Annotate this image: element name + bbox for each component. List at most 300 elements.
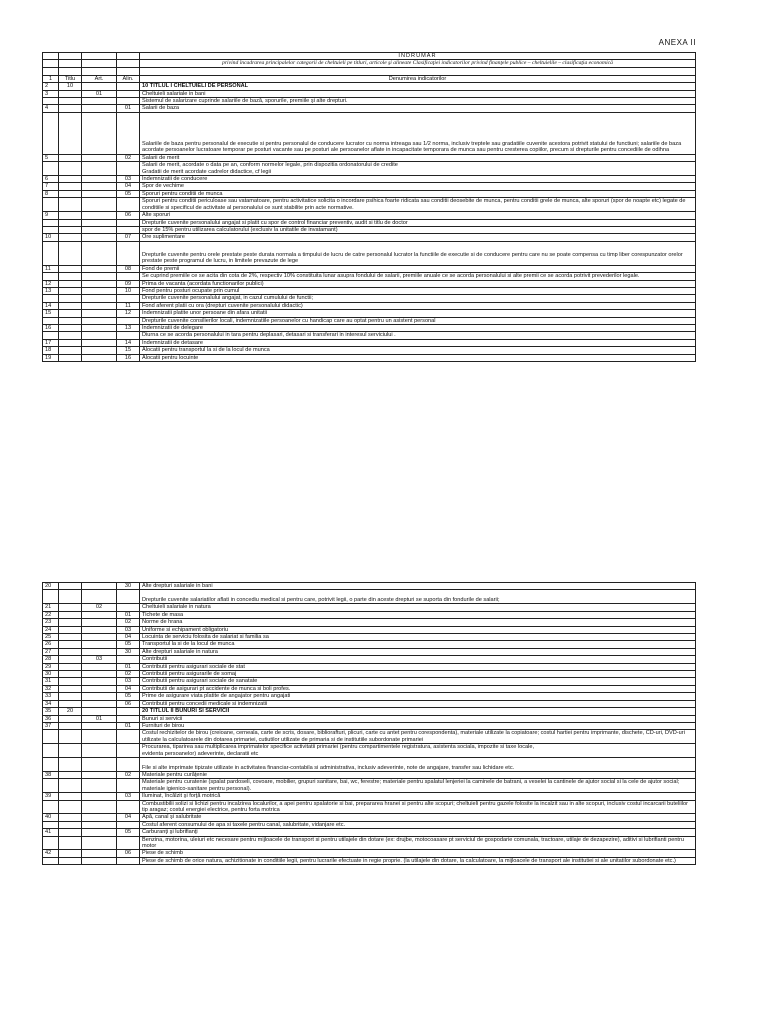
table-row (43, 641, 696, 648)
row-number (43, 241, 59, 265)
row-alineat: 02 (117, 671, 140, 678)
row-titlu (59, 287, 82, 294)
row-number: 30 (43, 671, 59, 678)
row-articol (82, 626, 117, 633)
row-denumire: Furnituri de birou (140, 722, 696, 729)
row-denumire: Tichete de masa (140, 611, 696, 618)
row-number (43, 98, 59, 105)
table-row (43, 332, 696, 339)
table-row (43, 354, 696, 361)
table-row (43, 693, 696, 700)
row-number: 6 (43, 176, 59, 183)
row-articol: 03 (82, 656, 117, 663)
row-denumire: Fond aferent platii cu ora (drepturi cuvenite personalului didactic) (140, 302, 696, 309)
row-titlu (59, 112, 82, 154)
row-articol (82, 648, 117, 655)
row-number: 13 (43, 287, 59, 294)
row-alineat: 02 (117, 619, 140, 626)
row-titlu (59, 685, 82, 692)
table-row (43, 162, 696, 176)
row-number: 12 (43, 280, 59, 287)
row-number (43, 590, 59, 604)
row-titlu (59, 105, 82, 112)
row-alineat: 03 (117, 793, 140, 800)
row-alineat: 10 (117, 287, 140, 294)
row-titlu (59, 715, 82, 722)
row-titlu (59, 162, 82, 176)
row-articol (82, 226, 117, 233)
row-number: 22 (43, 611, 59, 618)
row-articol (82, 183, 117, 190)
indicators-table-page-1 (42, 52, 696, 362)
row-denumire: Salariile de baza pentru personalul de executie si pentru personalul de conducere lucrator cu norma intreaga sau 1/2 norma, inclusiv treptele sau gradatiile cuvenite acestora potrivit statului de functiuni; salariile de baza acordate persoanelor lucratoare temporar pe posturi vacante sau pe posturi ale persoanelor aflate in incapacitate temporara de munca sau pentru cresterea copiilor, precum si drepturile pentru concediile de odihna (140, 112, 696, 154)
row-articol (82, 663, 117, 670)
row-number: 37 (43, 722, 59, 729)
row-denumire: Piese de schimb (140, 850, 696, 857)
row-alineat: 04 (117, 183, 140, 190)
row-articol (82, 347, 117, 354)
table-row (43, 226, 696, 233)
row-alineat: 14 (117, 339, 140, 346)
row-articol (82, 850, 117, 857)
row-number: 14 (43, 302, 59, 309)
row-alineat: 09 (117, 280, 140, 287)
row-alineat: 13 (117, 324, 140, 331)
row-denumire: 10 TITLUL I CHELTUIELI DE PERSONAL (140, 83, 696, 90)
row-denumire: Procurarea, tiparirea sau multiplicarea imprimatelor specifice activitatii primariei (pentru compartimentele registratura, asistenta sociala, impozite si taxe locale, evidenta persoanelor) adeverinte, declaratii etc (140, 744, 696, 758)
table-row (43, 800, 696, 814)
table-row (43, 287, 696, 294)
row-articol (82, 280, 117, 287)
row-alineat (117, 295, 140, 302)
row-denumire: Alte drepturi salariale in bani (140, 583, 696, 590)
row-titlu (59, 829, 82, 836)
row-denumire: Diurna ce se acorda personalului in tara pentru deplasari, detasari si transferari in interesul serviciului . (140, 332, 696, 339)
row-titlu (59, 310, 82, 317)
row-titlu (59, 648, 82, 655)
row-number: 26 (43, 641, 59, 648)
row-denumire: Prime de asigurare viata platite de angajator pentru angajati (140, 693, 696, 700)
table-row (43, 273, 696, 280)
row-titlu (59, 273, 82, 280)
row-articol (82, 678, 117, 685)
row-articol (82, 583, 117, 590)
row-denumire: Spor de vechime (140, 183, 696, 190)
row-denumire: Cheltuieli salariale in natura (140, 604, 696, 611)
row-titlu (59, 183, 82, 190)
row-number (43, 112, 59, 154)
row-titlu (59, 722, 82, 729)
table-row (43, 105, 696, 112)
row-titlu (59, 663, 82, 670)
table-row (43, 757, 696, 771)
row-articol (82, 287, 117, 294)
table-row (43, 730, 696, 744)
table-row (43, 154, 696, 161)
table-row (43, 708, 696, 715)
row-alineat (117, 708, 140, 715)
row-titlu (59, 814, 82, 821)
row-articol (82, 800, 117, 814)
row-articol (82, 176, 117, 183)
row-titlu (59, 671, 82, 678)
row-number: 41 (43, 829, 59, 836)
row-titlu (59, 641, 82, 648)
row-number: 42 (43, 850, 59, 857)
row-denumire: Alocatii pentru transportul la si de la locul de munca (140, 347, 696, 354)
row-denumire: Indemnizatii de detasare (140, 339, 696, 346)
row-titlu (59, 339, 82, 346)
row-denumire: Uniforme si echipament obligatoriu (140, 626, 696, 633)
row-denumire: Sistemul de salarizare cuprinde salariile de bază, sporurile, premiile şi alte drepturi. (140, 98, 696, 105)
table-row (43, 771, 696, 778)
row-alineat (117, 83, 140, 90)
row-articol: 02 (82, 604, 117, 611)
row-denumire: Contributii pentru asigurari sociale de sanatate (140, 678, 696, 685)
row-articol (82, 234, 117, 241)
row-denumire: Se cuprind premiile ce se acita din cota de 2%, respectiv 10% constituita lunar asupra fondului de salarii, premiile anuale ce se acorda personalului si alte premii ce se acorda potrivit prevederilor legale. (140, 273, 696, 280)
table-body-page-1 (43, 83, 696, 362)
row-articol (82, 190, 117, 197)
row-articol (82, 265, 117, 272)
row-titlu (59, 700, 82, 707)
row-articol (82, 771, 117, 778)
row-alineat: 02 (117, 154, 140, 161)
row-alineat: 01 (117, 611, 140, 618)
row-alineat (117, 800, 140, 814)
row-denumire: Locuinta de serviciu folosita de salariat si familia sa (140, 634, 696, 641)
row-denumire: spor de 15% pentru utilizarea calculatorului (exclusiv la unitatile de invatamant) (140, 226, 696, 233)
row-titlu (59, 821, 82, 828)
table-row (43, 744, 696, 758)
row-number (43, 295, 59, 302)
table-row (43, 302, 696, 309)
table-row (43, 821, 696, 828)
row-denumire: Sporuri pentru conditii de munca (140, 190, 696, 197)
row-alineat: 05 (117, 641, 140, 648)
row-alineat (117, 656, 140, 663)
row-number: 25 (43, 634, 59, 641)
document-title: INDRUMAR (140, 53, 696, 60)
row-alineat: 03 (117, 176, 140, 183)
row-number: 32 (43, 685, 59, 692)
row-alineat: 30 (117, 583, 140, 590)
row-titlu (59, 154, 82, 161)
row-articol (82, 317, 117, 324)
row-alineat: 04 (117, 685, 140, 692)
row-articol (82, 857, 117, 864)
table-row (43, 715, 696, 722)
row-alineat: 04 (117, 814, 140, 821)
row-alineat: 06 (117, 850, 140, 857)
table-row (43, 626, 696, 633)
row-titlu (59, 226, 82, 233)
row-alineat (117, 744, 140, 758)
row-number: 34 (43, 700, 59, 707)
row-titlu (59, 693, 82, 700)
row-number (43, 332, 59, 339)
header-title-row (43, 53, 696, 60)
row-number (43, 857, 59, 864)
table-row (43, 347, 696, 354)
row-denumire: Contributii pentru asigurari sociale de stat (140, 663, 696, 670)
row-alineat (117, 273, 140, 280)
row-number (43, 273, 59, 280)
row-titlu (59, 757, 82, 771)
table-row (43, 836, 696, 850)
row-denumire: Alocatii pentru locuinte (140, 354, 696, 361)
row-alineat (117, 332, 140, 339)
row-number: 36 (43, 715, 59, 722)
table-row (43, 590, 696, 604)
row-titlu (59, 656, 82, 663)
table-row (43, 611, 696, 618)
row-denumire: Costul rechizitelor de birou (creioane, cerneala, carte de scris, dosare, bibliorafturi, plicuri, carte cu antet pentru corespondenta), materiale utilizate la copiatoare; costul hartiei pentru imprimante, dischete, CD-uri, DVD-uri utilizate la calculatoarele din dotarea primariei, cutiutilor utilizate de primaria si de institutiile subordonate primariei (140, 730, 696, 744)
row-denumire: Carburanţi şi lubrifianţi (140, 829, 696, 836)
row-alineat (117, 779, 140, 793)
row-denumire: Indemnizatii de conducere (140, 176, 696, 183)
row-articol (82, 273, 117, 280)
row-titlu (59, 634, 82, 641)
row-titlu (59, 265, 82, 272)
row-denumire: Bunuri si servicii (140, 715, 696, 722)
row-denumire: Contributii de asigurari pt accidente de munca si boli profes. (140, 685, 696, 692)
table-row (43, 176, 696, 183)
row-titlu (59, 241, 82, 265)
table-row (43, 241, 696, 265)
row-articol (82, 154, 117, 161)
row-titlu (59, 678, 82, 685)
table-row (43, 198, 696, 212)
row-denumire: Contributii (140, 656, 696, 663)
row-number: 21 (43, 604, 59, 611)
table-row (43, 814, 696, 821)
row-denumire: Costul aferent consumului de apa si taxele pentru canal, salubritate, vidanjare etc. (140, 821, 696, 828)
row-titlu (59, 190, 82, 197)
row-alineat (117, 857, 140, 864)
row-titlu (59, 354, 82, 361)
row-number: 33 (43, 693, 59, 700)
table-row (43, 112, 696, 154)
row-number: 17 (43, 339, 59, 346)
row-alineat: 05 (117, 693, 140, 700)
row-number: 31 (43, 678, 59, 685)
table-row (43, 183, 696, 190)
row-articol (82, 829, 117, 836)
table-row (43, 324, 696, 331)
row-titlu (59, 98, 82, 105)
row-number (43, 730, 59, 744)
row-denumire: Sporuri pentru conditii periculoase sau vatamatoare, pentru activitatice solicita o incordare psihica foarte ridicata sau conditii deosebite de munca, pentru conditii grele de munca, alte sporuri (spor de noapte etc) legate de conditiile si specificul de activitate al personalului ce sunt stabilite prin acte normative. (140, 198, 696, 212)
table-row (43, 90, 696, 97)
row-articol (82, 590, 117, 604)
row-titlu (59, 317, 82, 324)
row-articol (82, 700, 117, 707)
row-alineat (117, 604, 140, 611)
row-number: 24 (43, 626, 59, 633)
row-alineat (117, 241, 140, 265)
table-row (43, 212, 696, 219)
row-titlu (59, 324, 82, 331)
row-titlu (59, 332, 82, 339)
row-alineat: 02 (117, 771, 140, 778)
row-articol (82, 98, 117, 105)
row-titlu (59, 850, 82, 857)
row-denumire: Drepturile cuvenite personalului angajat si platit cu spor de control financiar preventiv, audit si titlu de doctor (140, 219, 696, 226)
row-number: 15 (43, 310, 59, 317)
row-number (43, 162, 59, 176)
row-number: 28 (43, 656, 59, 663)
row-titlu (59, 730, 82, 744)
table-row (43, 265, 696, 272)
row-number (43, 744, 59, 758)
col-nr-header: 1 (43, 75, 59, 82)
row-titlu (59, 90, 82, 97)
row-articol (82, 634, 117, 641)
row-denumire: Materiale pentru curăţenie (140, 771, 696, 778)
row-alineat: 01 (117, 105, 140, 112)
row-titlu (59, 347, 82, 354)
row-articol (82, 162, 117, 176)
row-titlu (59, 779, 82, 793)
row-titlu (59, 198, 82, 212)
row-articol (82, 836, 117, 850)
row-denumire: 20 TITLUL II BUNURI SI SERVICII (140, 708, 696, 715)
row-titlu (59, 800, 82, 814)
row-alineat: 16 (117, 354, 140, 361)
table-row (43, 793, 696, 800)
row-alineat: 04 (117, 634, 140, 641)
row-articol (82, 105, 117, 112)
row-number: 4 (43, 105, 59, 112)
row-articol (82, 332, 117, 339)
row-articol (82, 744, 117, 758)
row-alineat (117, 836, 140, 850)
row-titlu (59, 857, 82, 864)
table-row (43, 234, 696, 241)
row-titlu (59, 604, 82, 611)
column-header-row (43, 75, 696, 82)
document-subtitle: privind încadrarea principalelor categorii de cheltuieli pe titluri, articole şi alineate Clasificaţiei indicatorilor privind finanţele publice – cheltuielile – clasificaţia economică (140, 60, 696, 67)
table-row (43, 700, 696, 707)
row-number: 16 (43, 324, 59, 331)
row-alineat (117, 821, 140, 828)
row-number: 11 (43, 265, 59, 272)
table-row (43, 857, 696, 864)
table-row (43, 190, 696, 197)
row-number (43, 757, 59, 771)
row-alineat: 01 (117, 663, 140, 670)
row-alineat: 05 (117, 829, 140, 836)
table-row (43, 663, 696, 670)
row-denumire: Alte sporuri (140, 212, 696, 219)
row-number: 18 (43, 347, 59, 354)
row-titlu (59, 626, 82, 633)
row-articol (82, 354, 117, 361)
row-alineat: 30 (117, 648, 140, 655)
row-articol (82, 730, 117, 744)
row-alineat: 11 (117, 302, 140, 309)
row-articol (82, 671, 117, 678)
row-titlu (59, 219, 82, 226)
row-number: 40 (43, 814, 59, 821)
col-alin-header: Alin. (117, 75, 140, 82)
row-alineat: 06 (117, 700, 140, 707)
row-number: 38 (43, 771, 59, 778)
row-articol (82, 708, 117, 715)
row-articol (82, 722, 117, 729)
header-subtitle-row (43, 60, 696, 67)
row-titlu (59, 234, 82, 241)
table-row (43, 98, 696, 105)
indicators-table-page-2 (42, 582, 696, 865)
row-articol (82, 641, 117, 648)
row-number (43, 219, 59, 226)
row-articol: 01 (82, 90, 117, 97)
table-row (43, 219, 696, 226)
row-alineat: 03 (117, 678, 140, 685)
row-alineat (117, 590, 140, 604)
row-articol (82, 212, 117, 219)
row-denumire: Materiale pentru curatenie (spalat pardoseli, covoare, mobilier, grupuri sanitare, bai, wc, ferestre; materiale pentru spalatul lenjeriei la caminele de batrani, a veselei la cantinele de ajutor social si la cele de ajutor social; materiale igienico-sanitare pentru personal). (140, 779, 696, 793)
row-articol (82, 821, 117, 828)
row-articol (82, 241, 117, 265)
row-titlu (59, 793, 82, 800)
row-articol (82, 339, 117, 346)
row-articol (82, 619, 117, 626)
row-denumire: Drepturile cuvenite pentru orele prestate peste durata normala a timpului de lucru de catre personalul lucrator la functiile de executie si de conducere pentru care nu se poate compensa cu timp liber corespunzator orelor prestate peste programul de lucru, in limitele prevazute de lege (140, 241, 696, 265)
row-denumire: Benzina, motorina, uleiuri etc necesare pentru mijloacele de transport si pentru utilajele din dotare (ex: drujbe, motocoasare pt serviciul de gospodarie comunala, tractoare, utilaje de dezapezire), aditivi si lubrifianti pentru motor (140, 836, 696, 850)
row-number: 29 (43, 663, 59, 670)
table-row (43, 678, 696, 685)
row-denumire: Iluminat, încălzit şi forţă motrică (140, 793, 696, 800)
row-articol (82, 685, 117, 692)
row-articol (82, 793, 117, 800)
table-row (43, 280, 696, 287)
row-alineat: 15 (117, 347, 140, 354)
row-number (43, 226, 59, 233)
row-denumire: Drepturile cuvenite personalului angajat, in cazul cumulului de functii; (140, 295, 696, 302)
row-denumire: Fond pentru posturi ocupate prin cumul (140, 287, 696, 294)
row-number (43, 836, 59, 850)
row-number: 9 (43, 212, 59, 219)
row-titlu (59, 295, 82, 302)
row-denumire: Drepturile cuvenite consilierilor locali, indemnizatiile persoanelor cu handicap care au optat pentru un asistent personal (140, 317, 696, 324)
row-articol: 01 (82, 715, 117, 722)
table-row (43, 583, 696, 590)
row-titlu (59, 590, 82, 604)
table-row (43, 685, 696, 692)
row-denumire: Salarii de merit (140, 154, 696, 161)
row-number: 27 (43, 648, 59, 655)
table-row (43, 83, 696, 90)
row-alineat: 08 (117, 265, 140, 272)
row-articol (82, 302, 117, 309)
row-titlu (59, 212, 82, 219)
row-number (43, 198, 59, 212)
table-row (43, 339, 696, 346)
row-alineat: 03 (117, 626, 140, 633)
row-articol (82, 310, 117, 317)
row-denumire: Drepturile cuvenite salariatilor aflati in concediu medical si pentru care, potrivit legii, o parte din aceste drepturi se suporta din fondurile de salarii; (140, 590, 696, 604)
col-titlu-header: Titlu (59, 75, 82, 82)
row-denumire: File si alte imprimate tipizate utilizate in activitatea financiar-contabila si administrativa, inclusiv adeverinte, note de angajare, transfer sau lichidare etc. (140, 757, 696, 771)
annex-label: ANEXA II (658, 38, 696, 47)
row-number (43, 779, 59, 793)
row-titlu (59, 771, 82, 778)
row-alineat (117, 757, 140, 771)
row-alineat (117, 112, 140, 154)
